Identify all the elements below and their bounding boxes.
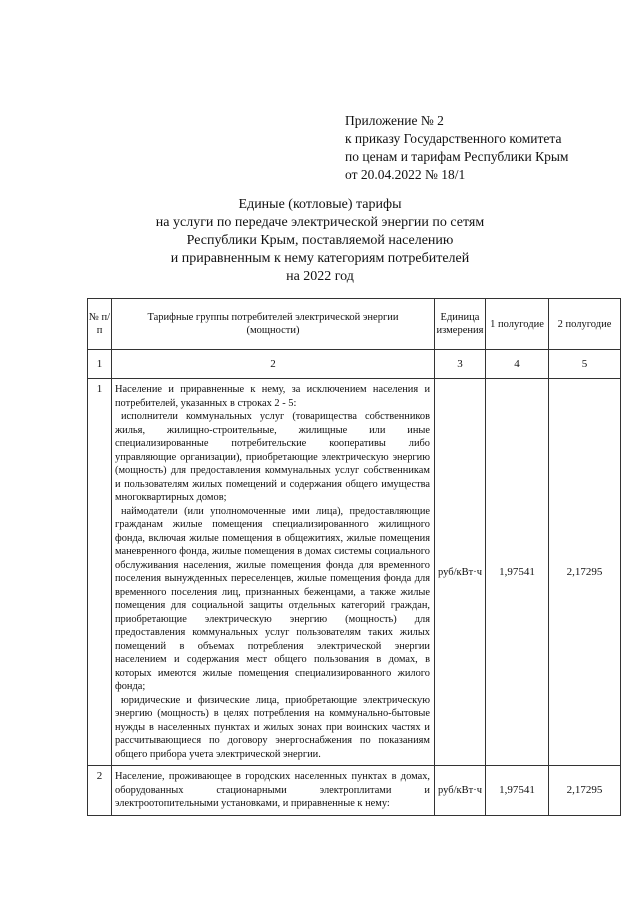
title-line: Единые (котловые) тарифы	[238, 197, 402, 212]
header-half-1: 1 полугодие	[486, 299, 549, 350]
title-line: на 2022 год	[286, 269, 354, 284]
column-index: 1	[88, 350, 112, 379]
header-half-2: 2 полугодие	[549, 299, 621, 350]
header-num: № п/п	[88, 299, 112, 350]
column-index: 4	[486, 350, 549, 379]
column-index: 5	[549, 350, 621, 379]
annex-line: по ценам и тарифам Республики Крым	[345, 149, 569, 164]
header-group: Тарифные группы потребителей электрической энергии (мощности)	[112, 299, 435, 350]
row-value-half-1: 1,97541	[486, 766, 549, 816]
title-line: Республики Крым, поставляемой населению	[186, 233, 454, 248]
row-value-half-2: 2,17295	[549, 766, 621, 816]
document-title	[130, 196, 510, 286]
row-value-half-2: 2,17295	[549, 379, 621, 766]
description-paragraph: наймодатели (или уполномоченные ими лица), предоставляющие гражданам жилые помещения специализированного жилищного фонда, включая жилые помещения в общежитиях, жилые помещения маневренного фонда, жилые помещения в домах системы социального обслуживания населения, жилые помещения фонда для временного поселения вынужденных переселенцев, жилые помещения фонда для временного поселения лиц, признанных беженцами, а также жилые помещения для социальной защиты отдельных категорий граждан, приобретающие электрическую энергию (мощность) для предоставления коммунальных услуг пользователям таких жилых помещений в объемах потребления электрической энергии населением и содержания мест общего пользования в домах, в которых имеются жилые помещения специализированного жилого фонда;	[115, 505, 430, 692]
annex-line: от 20.04.2022 № 18/1	[345, 167, 466, 182]
annex-line: Приложение № 2	[345, 113, 444, 128]
description-paragraph: исполнители коммунальных услуг (товарищества собственников жилья, жилищно-строительные, жилищные или иные специализированные потребительские кооперативы либо управляющие организации), приобретающие электрическую энергию (мощность) для предоставления коммунальных услуг собственникам и пользователям жилых помещений и содержания общего имущества многоквартирных домов;	[115, 411, 430, 503]
column-index-row	[88, 350, 621, 379]
row-description	[112, 379, 435, 766]
row-value-half-1: 1,97541	[486, 379, 549, 766]
description-paragraph: Население и приравненные к нему, за исключением населения и потребителей, указанных в строках 2 - 5:	[115, 384, 430, 409]
title-line: и приравненным к нему категориям потребителей	[170, 251, 470, 266]
column-index: 2	[112, 350, 435, 379]
table-header-row	[88, 299, 621, 350]
description-paragraph: Население, проживающее в городских населенных пунктах в домах, оборудованных стационарными электроплитами и электроотопительными установками, и приравненные к нему:	[115, 771, 430, 809]
row-number: 1	[88, 379, 112, 766]
row-description	[112, 766, 435, 816]
row-number: 2	[88, 766, 112, 816]
table-row	[88, 379, 621, 766]
tariff-table	[87, 298, 621, 816]
header-unit: Единица измерения	[435, 299, 486, 350]
table-row	[88, 766, 621, 816]
column-index: 3	[435, 350, 486, 379]
row-unit: руб/кВт·ч	[435, 766, 486, 816]
description-paragraph: юридические и физические лица, приобретающие электрическую энергию (мощность) в целях потребления на коммунально-бытовые нужды в населенных пунктах и жилых зонах при воинских частях и рассчитывающиеся по договору энергоснабжения по показаниям общего прибора учета электрической энергии.	[115, 694, 430, 760]
title-line: на услуги по передаче электрической энергии по сетям	[155, 215, 485, 230]
annex-block	[345, 112, 615, 184]
annex-line: к приказу Государственного комитета	[345, 131, 562, 146]
row-unit: руб/кВт·ч	[435, 379, 486, 766]
